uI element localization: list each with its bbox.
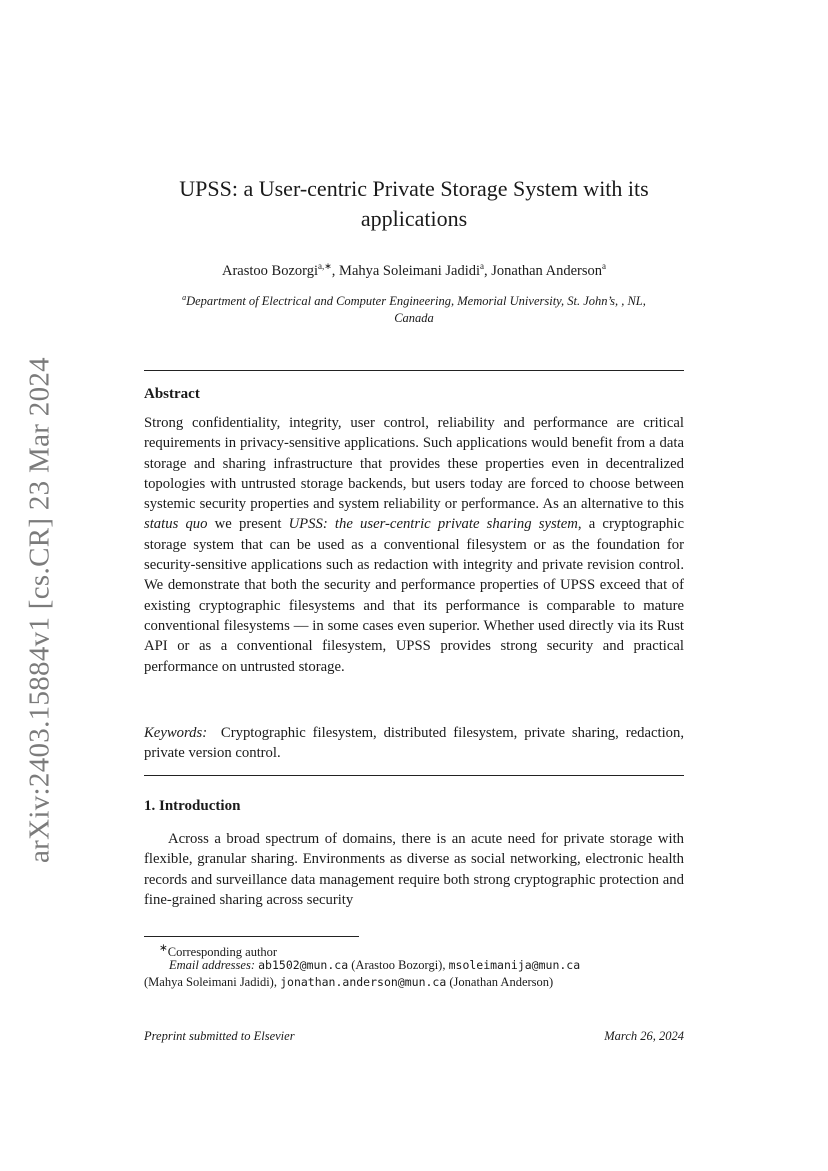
affiliation-mark: a	[182, 293, 187, 302]
footnote-rule	[144, 936, 359, 937]
email-owner: (Arastoo Bozorgi),	[351, 958, 446, 972]
introduction-heading: 1. Introduction	[144, 798, 241, 814]
email-link[interactable]: jonathan.anderson@mun.ca	[280, 975, 447, 989]
footnote-corresponding-text: Corresponding author	[167, 945, 278, 960]
author-marks: a	[480, 261, 484, 271]
keywords-label: Keywords:	[144, 725, 208, 741]
email-owner: (Mahya Soleimani Jadidi),	[144, 975, 277, 989]
footnote-emails	[144, 957, 684, 991]
keywords	[144, 723, 684, 764]
author-name: Jonathan Anderson	[491, 262, 602, 279]
paper-title: UPSS: a User-centric Private Storage System with its applications	[179, 176, 649, 231]
email-owner: (Jonathan Anderson)	[449, 975, 554, 989]
author-name: Arastoo Bozorgi	[222, 262, 318, 279]
arxiv-identifier[interactable]: arXiv:2403.15884v1 [cs.CR] 23 Mar 2024	[23, 357, 56, 863]
abstract-status-quo: status quo	[144, 516, 208, 533]
email-label: Email addresses:	[169, 958, 255, 972]
footnote-mark: ∗	[159, 943, 168, 954]
abstract-top-rule	[144, 370, 684, 371]
abstract-text-part: , a cryptographic storage system that can be used as a conventional filesystem or as the foundation for security-sensitive applications such as redaction with integrity and private revision control. We demonstrate that both the security and performance properties of UPSS exceed that of existing cryptographic filesystems and that its performance is comparable to mature conventional filesystems — in some cases even superior. Whether used directly via its Rust API or as a conventional filesystem, UPSS provides strong security and practical performance on untrusted storage.	[144, 516, 684, 675]
author-name: Mahya Soleimani Jadidi	[339, 262, 480, 279]
affiliation	[164, 289, 664, 327]
introduction-paragraph: Across a broad spectrum of domains, there is an acute need for private storage with flexible, granular sharing. Environments as diverse as social networking, electronic health records and surveillance data management require both strong cryptographic protection and fine-grained sharing across security	[144, 831, 684, 908]
email-link[interactable]: msoleimanija@mun.ca	[448, 958, 581, 972]
author-marks: a,∗	[318, 261, 332, 271]
abstract-system-name: UPSS: the user-centric private sharing system	[288, 516, 578, 533]
abstract-paragraph	[144, 413, 684, 677]
author-separator: ,	[484, 262, 492, 279]
footer-preprint-note: Preprint submitted to Elsevier	[144, 1029, 295, 1043]
abstract-bottom-rule	[144, 775, 684, 776]
footer-date: March 26, 2024	[604, 1029, 684, 1043]
abstract-text-part: Strong confidentiality, integrity, user control, reliability and performance are critical requirements in privacy-sensitive applications. Such applications would benefit from a data storage and sharing infrastructure that provides these properties even in decentralized topologies with untrusted storage backends, but users today are forced to choose between systemic security properties and system reliability or performance. As an alternative to this	[144, 415, 684, 513]
author-separator: ,	[331, 262, 340, 279]
author-marks: a	[602, 261, 606, 271]
keywords-text: Cryptographic filesystem, distributed filesystem, private sharing, redaction, private version control.	[144, 725, 685, 762]
author-list	[144, 257, 684, 280]
abstract-heading: Abstract	[144, 386, 200, 402]
email-link[interactable]: ab1502@mun.ca	[258, 958, 349, 972]
abstract-text-part: we present	[207, 516, 289, 533]
affiliation-text: Department of Electrical and Computer Engineering, Memorial University, St. John’s, , NL, Canada	[186, 294, 646, 326]
